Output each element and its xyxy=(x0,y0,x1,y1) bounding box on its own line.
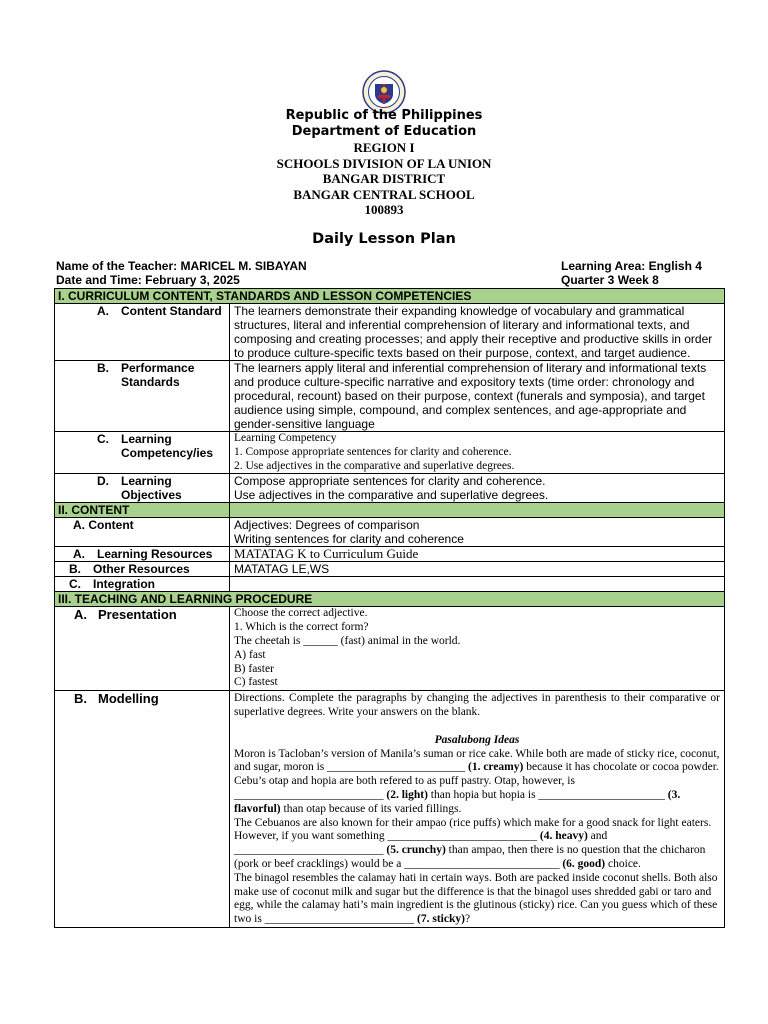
learning-resources-text: MATATAG K to Curriculum Guide xyxy=(230,547,725,562)
table-row xyxy=(55,304,725,361)
date-time: Date and Time: February 3, 2025 xyxy=(56,273,240,287)
document-header xyxy=(0,108,768,218)
quarter-week: Quarter 3 Week 8 xyxy=(561,273,659,287)
competency-item: 1. Compose appropriate sentences for clarity and coherence. xyxy=(234,445,512,458)
other-resources-text: MATATAG LE,WS xyxy=(230,562,725,577)
teacher-name: Name of the Teacher: MARICEL M. SIBAYAN xyxy=(56,259,307,273)
objectives-cell xyxy=(230,474,725,503)
table-row xyxy=(55,577,725,592)
learning-area: Learning Area: English 4 xyxy=(561,259,702,273)
row-label: A. Learning Resources xyxy=(55,547,230,562)
presentation-choice: C) fastest xyxy=(234,676,278,689)
section-content: II. CONTENT xyxy=(55,503,230,518)
table-row xyxy=(55,474,725,503)
table-row xyxy=(55,607,725,691)
section-content-fill xyxy=(230,503,725,518)
table-row xyxy=(55,562,725,577)
section-header-row xyxy=(55,289,725,304)
date-info-row xyxy=(56,273,716,287)
presentation-line: The cheetah is ______ (fast) animal in the world. xyxy=(234,634,461,647)
teacher-info-row xyxy=(56,259,716,273)
competency-heading: Learning Competency xyxy=(234,432,337,444)
modelling-cell xyxy=(230,691,725,928)
region-line: REGION I xyxy=(353,140,415,155)
objective-item: Compose appropriate sentences for clarity and coherence. xyxy=(234,474,546,489)
school-id-line: 100893 xyxy=(364,202,404,218)
table-row xyxy=(55,361,725,432)
presentation-line: Choose the correct adjective. xyxy=(234,607,368,620)
content-standard-text: The learners demonstrate their expanding knowledge of vocabulary and grammatical structures, literal and inferential comprehension of literary and informational texts, and composing and creating processes; and apply their receptive and productive skills in order to produce culture-specific texts based on their purpose, context, and target audience. xyxy=(230,304,725,361)
table-row xyxy=(55,518,725,547)
section-header-row xyxy=(55,503,725,518)
objective-item: Use adjectives in the comparative and superlative degrees. xyxy=(234,488,549,503)
row-label: B. Other Resources xyxy=(55,562,230,577)
competency-cell xyxy=(230,432,725,474)
district-line: BANGAR DISTRICT xyxy=(322,171,446,187)
table-row xyxy=(55,547,725,562)
presentation-cell xyxy=(230,607,725,691)
republic-line: Republic of the Philippines xyxy=(285,108,483,123)
paragraph-1: Moron is Tacloban’s version of Manila’s suman or rice cake. While both are made of sticky rice, coconut, and sugar, moron is ________________________ (1. creamy) because it has chocolate or cocoa powder. Cebu’s otap and hopia are both refered to as puff pastry. Otap, however, is __________________________ (2. light) than hopia but hopia is ______________________ (3. flavorful) than otap because of its varied fillings. xyxy=(234,747,720,815)
paragraph-3: The binagol resembles the calamay hati in certain ways. Both are packed inside coconut shells. Both also make use of coconut milk and sugar but the difference is that the binagol uses shredded gabi or taro and egg, while the calamay hati’s main ingredient is the glutinous (sticky) rice. Can you guess which of these two is __________________________ (7. sticky)? xyxy=(234,871,718,926)
content-label: A. Content xyxy=(55,518,230,547)
content-item: Adjectives: Degrees of comparison xyxy=(234,518,420,533)
presentation-choice: B) faster xyxy=(234,662,274,675)
row-label: B. Performance Standards xyxy=(55,361,230,432)
content-item: Writing sentences for clarity and coherence xyxy=(234,532,464,547)
modelling-directions: Directions. Complete the paragraphs by changing the adjectives in parenthesis to their comparative or superlative degrees. Write your answers on the blank. xyxy=(234,692,720,718)
section-procedure: III. TEACHING AND LEARNING PROCEDURE xyxy=(55,592,725,607)
page-title: Daily Lesson Plan xyxy=(312,231,456,247)
integration-text xyxy=(230,577,725,592)
table-row xyxy=(55,432,725,474)
row-label: B. Modelling xyxy=(55,691,230,928)
presentation-choice: A) fast xyxy=(234,648,266,661)
division-line: SCHOOLS DIVISION OF LA UNION xyxy=(276,155,492,171)
row-label: A. Presentation xyxy=(55,607,230,691)
presentation-line: 1. Which is the correct form? xyxy=(234,621,369,634)
modelling-title: Pasalubong Ideas xyxy=(434,733,520,746)
row-label: D. Learning Objectives xyxy=(55,474,230,503)
section-curriculum: I. CURRICULUM CONTENT, STANDARDS AND LESSON COMPETENCIES xyxy=(55,289,725,304)
row-label: A. Content Standard xyxy=(55,304,230,361)
row-label: C. Integration xyxy=(55,577,230,592)
content-cell xyxy=(230,518,725,547)
school-line: BANGAR CENTRAL SCHOOL xyxy=(293,186,475,202)
performance-standards-text: The learners apply literal and inferential comprehension of literary and informational texts and produce culture-specific narrative and expository texts (time order: chronology and procedural, recount) based on their purpose, context (funerals and symposia), and target audience using simple, compound, and complex sentences, and age-appropriate and gender-sensitive language xyxy=(230,361,725,432)
department-line: Department of Education xyxy=(291,124,477,139)
table-row xyxy=(55,691,725,928)
paragraph-2: The Cebuanos are also known for their ampao (rice puffs) which make for a good snack for light eaters. However, if you want something __________________________ (4. heavy) and __________________________ (5. crunchy) than ampao, then there is no question that the chicharon (pork or beef cracklings) would be a ___________________________ (6. good) choice. xyxy=(234,816,712,870)
competency-item: 2. Use adjectives in the comparative and superlative degrees. xyxy=(234,459,515,472)
row-label: C. Learning Competency/ies xyxy=(55,432,230,474)
section-header-row xyxy=(55,592,725,607)
lesson-plan-table xyxy=(54,288,725,928)
